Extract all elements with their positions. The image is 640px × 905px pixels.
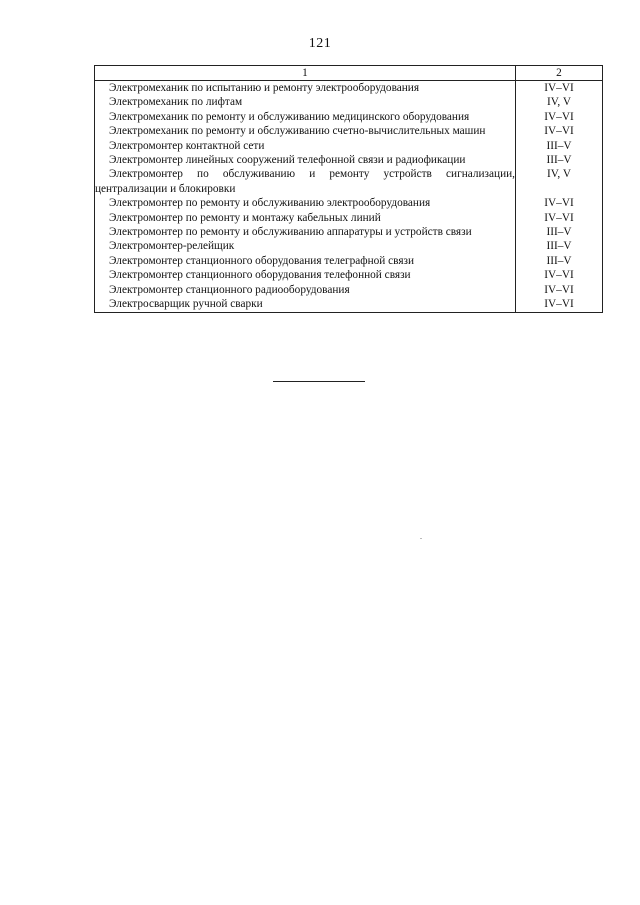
- profession-cell: Электромонтер по ремонту и обслуживанию электрооборудования: [95, 196, 516, 210]
- table-row: [95, 239, 603, 253]
- grades-cell: IV–VI: [516, 211, 603, 225]
- table-row: [95, 139, 603, 153]
- profession-cell: Электромеханик по испытанию и ремонту электрооборудования: [95, 81, 516, 96]
- table-row: [95, 81, 603, 96]
- table-row: [95, 153, 603, 167]
- table-row: [95, 124, 603, 138]
- profession-cell: Электромонтер по ремонту и монтажу кабельных линий: [95, 211, 516, 225]
- grades-cell: IV, V: [516, 167, 603, 196]
- profession-cell: Электромонтер контактной сети: [95, 139, 516, 153]
- grades-cell: III–V: [516, 225, 603, 239]
- professions-table: [94, 65, 603, 313]
- table-row: [95, 110, 603, 124]
- scan-artifact: [420, 538, 422, 539]
- grades-cell: IV–VI: [516, 268, 603, 282]
- column-header-grades: 2: [516, 66, 603, 81]
- table-row: [95, 283, 603, 297]
- grades-cell: III–V: [516, 139, 603, 153]
- grades-cell: III–V: [516, 239, 603, 253]
- column-header-profession: 1: [95, 66, 516, 81]
- page-number: 121: [308, 36, 332, 51]
- profession-cell: Электромонтер станционного радиооборудования: [95, 283, 516, 297]
- table-row: [95, 297, 603, 312]
- table-header-row: [95, 66, 603, 81]
- profession-cell: Электромонтер по ремонту и обслуживанию аппаратуры и устройств связи: [95, 225, 516, 239]
- table-row: [95, 167, 603, 196]
- profession-cell: Электромонтер линейных сооружений телефонной связи и радиофикации: [95, 153, 516, 167]
- table-row: [95, 268, 603, 282]
- profession-cell: Электросварщик ручной сварки: [95, 297, 516, 312]
- profession-cell: Электромонтер-релейщик: [95, 239, 516, 253]
- table-row: [95, 95, 603, 109]
- profession-cell: Электромонтер станционного оборудования телеграфной связи: [95, 254, 516, 268]
- grades-cell: IV–VI: [516, 124, 603, 138]
- grades-cell: III–V: [516, 254, 603, 268]
- end-of-table-rule: [273, 381, 365, 382]
- grades-cell: IV–VI: [516, 196, 603, 210]
- table-row: [95, 254, 603, 268]
- grades-cell: IV–VI: [516, 297, 603, 312]
- profession-cell: Электромонтер по обслуживанию и ремонту устройств сигнализации, централизации и блокировки: [95, 168, 515, 195]
- table-row: [95, 196, 603, 210]
- table-row: [95, 225, 603, 239]
- grades-cell: IV–VI: [516, 283, 603, 297]
- grades-cell: IV–VI: [516, 81, 603, 96]
- grades-cell: IV, V: [516, 95, 603, 109]
- grades-cell: III–V: [516, 153, 603, 167]
- profession-cell: Электромеханик по ремонту и обслуживанию счетно-вычислительных машин: [95, 124, 516, 138]
- profession-cell: Электромеханик по лифтам: [95, 95, 516, 109]
- profession-cell: Электромонтер станционного оборудования телефонной связи: [95, 268, 516, 282]
- table-row: [95, 211, 603, 225]
- profession-cell: Электромеханик по ремонту и обслуживанию медицинского оборудования: [95, 110, 516, 124]
- grades-cell: IV–VI: [516, 110, 603, 124]
